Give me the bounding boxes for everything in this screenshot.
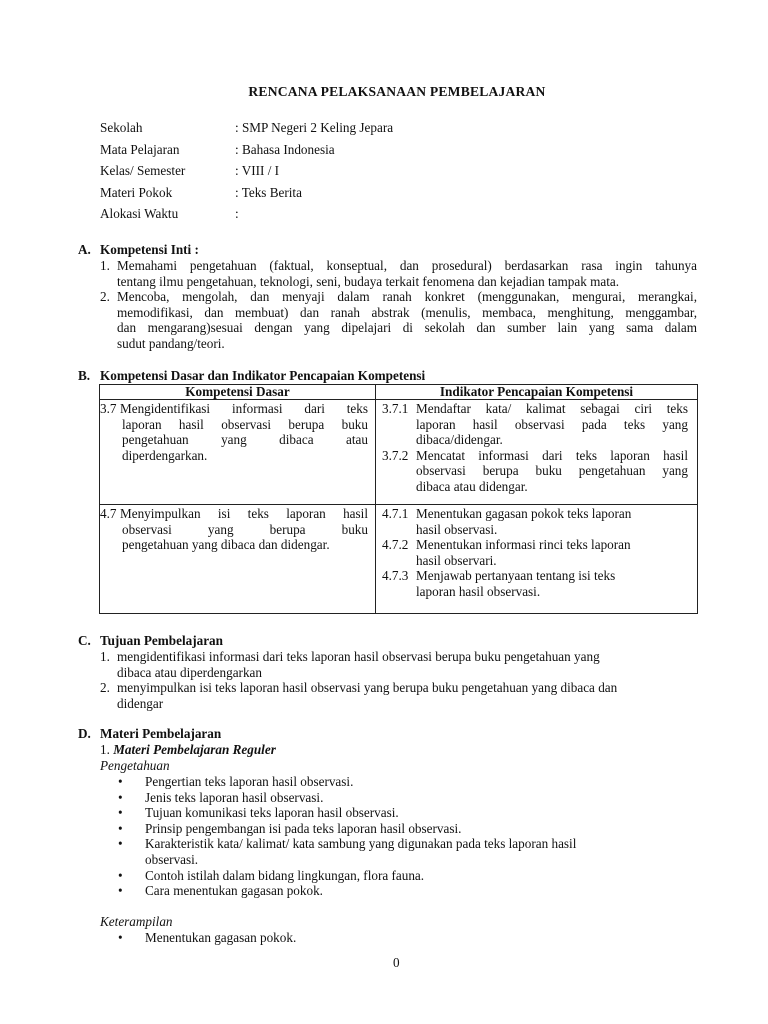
bullet-icon: • [118,867,123,883]
bullet-icon: • [118,789,123,805]
indicator-line: hasil observari. [416,552,497,568]
section-c-title: Tujuan Pembelajaran [100,633,223,648]
section-a-letter: A. [78,242,91,257]
identity-value: : Teks Berita [235,184,302,200]
section-c-letter: C. [78,633,91,648]
kd-line: laporan hasil observasi berupa buku [122,416,368,432]
bullet-icon: • [118,805,123,821]
bullet-item-text: Karakteristik kata/ kalimat/ kata sambung yang digunakan pada teks laporan hasil [145,836,577,852]
keterampilan-label: Keterampilan [100,914,173,929]
identity-row [100,142,600,158]
column-header-kd: Kompetensi Dasar [100,385,376,400]
section-d-heading [78,726,221,742]
kd-line: pengetahuan yang dibaca dan didengar. [122,537,330,553]
column-header-ipk: Indikator Pencapaian Kompetensi [376,385,698,400]
section-d-title: Materi Pembelajaran [100,726,222,741]
list-line: Memahami pengetahuan (faktual, konseptual, dan prosedural) berdasarkan rasa ingin tahunya [117,258,697,273]
list-number: 1. [100,258,110,273]
section-a-heading [78,242,199,258]
identity-value: : VIII / I [235,163,280,178]
indicator-line: Menjawab pertanyaan tentang isi teks [416,568,616,584]
table-header-row [100,385,698,400]
bullet-item-text: Contoh istilah dalam bidang lingkungan, flora fauna. [145,867,425,883]
indicator-line: Menentukan gagasan pokok teks laporan [416,506,632,521]
section-d-letter: D. [78,726,91,741]
bullet-icon: • [118,883,123,899]
section-a-title: Kompetensi Inti : [100,242,199,257]
bullet-item-text: Prinsip pengembangan isi pada teks laporan hasil observasi. [145,820,462,836]
indicator-number: 4.7.1 [382,506,409,521]
kd-line: Menyimpulkan isi teks laporan hasil [120,506,368,521]
kd-line: observasi yang berupa buku [122,521,368,537]
section-d-subheading [100,742,276,758]
pengetahuan-label: Pengetahuan [100,758,170,773]
section-b-title: Kompetensi Dasar dan Indikator Pencapaian Kompetensi [100,368,426,383]
indicator-number: 4.7.2 [382,537,409,553]
list-line: dibaca atau diperdengarkan [117,664,262,680]
subheading-number: 1. [100,742,110,757]
indicator-line: Mencatat informasi dari teks laporan hasil [416,447,688,463]
section-c-heading [78,633,223,649]
bullet-icon: • [118,774,123,789]
identity-label: Sekolah [100,120,143,135]
list-line: tentang ilmu pengetahuan, teknologi, seni, budaya terkait fenomena dan kejadian tampak mata. [117,273,620,289]
identity-label: Kelas/ Semester [100,163,186,178]
bullet-icon: • [118,836,123,852]
indicator-line: hasil observasi. [416,521,498,537]
identity-row [100,206,600,222]
kd-line: Mengidentifikasi informasi dari teks [120,401,368,416]
indicator-line: laporan hasil observasi. [416,584,541,599]
bullet-icon: • [118,820,123,836]
list-line: menyimpulkan isi teks laporan hasil observasi yang berupa buku pengetahuan yang dibaca dan [117,680,618,696]
identity-value: : SMP Negeri 2 Keling Jepara [235,120,394,135]
identity-row [100,185,600,201]
indicator-number: 3.7.2 [382,447,409,463]
list-line: sudut pandang/teori. [117,336,225,351]
section-b-letter: B. [78,368,91,383]
bullet-item-text: observasi. [145,852,199,867]
page-number: 0 [393,955,400,970]
bullet-item-text: Cara menentukan gagasan pokok. [145,883,323,899]
identity-value: : [235,206,239,221]
identity-label: Alokasi Waktu [100,206,179,221]
bullet-item-text: Jenis teks laporan hasil observasi. [145,789,324,805]
identity-label: Mata Pelajaran [100,141,180,157]
list-line: Mencoba, mengolah, dan menyaji dalam ranah konkret (menggunakan, mengurai, merangkai, [117,289,697,305]
kd-number: 3.7 [100,401,117,416]
list-number: 1. [100,649,110,664]
identity-label: Materi Pokok [100,184,173,200]
table-row [100,505,698,614]
indicator-line: Menentukan informasi rinci teks laporan [416,537,631,553]
list-number: 2. [100,289,110,305]
identity-value: : Bahasa Indonesia [235,141,335,157]
indicator-number: 4.7.3 [382,568,409,584]
list-line: didengar [117,695,164,711]
indicator-line: Mendaftar kata/ kalimat sebagai ciri teks [416,401,688,416]
kd-line: pengetahuan yang dibaca atau [122,432,368,448]
document-title: RENCANA PELAKSANAAN PEMBELAJARAN [248,84,546,99]
bullet-item-text: Tujuan komunikasi teks laporan hasil observasi. [145,805,399,821]
list-line: memodifikasi, dan membuat) dan ranah abstrak (menulis, membaca, menghitung, menggambar, [117,304,697,320]
kd-number: 4.7 [100,506,117,521]
indicator-line: laporan hasil observasi pada teks yang [416,416,688,432]
list-line: mengidentifikasi informasi dari teks laporan hasil observasi berupa buku pengetahuan yang [117,649,600,664]
identity-row [100,163,600,179]
list-number: 2. [100,680,110,696]
indicator-line: dibaca/didengar. [416,432,503,448]
subheading-title: Materi Pembelajaran Reguler [113,742,276,757]
indicator-number: 3.7.1 [382,401,409,416]
bullet-item-text: Menentukan gagasan pokok. [145,930,297,945]
indicator-line: observasi berupa buku pengetahuan yang [416,463,688,479]
bullet-item-text: Pengertian teks laporan hasil observasi. [145,774,354,789]
kd-line: diperdengarkan. [122,447,208,463]
competency-table [99,384,698,614]
section-b-heading [78,368,425,384]
identity-row [100,120,600,136]
list-line: dan mengarang)sesuai dengan yang dipelajari di sekolah dan sumber lain yang sama dalam [117,320,697,336]
bullet-icon: • [118,930,123,945]
indicator-line: dibaca atau didengar. [416,479,528,494]
table-row [100,400,698,505]
